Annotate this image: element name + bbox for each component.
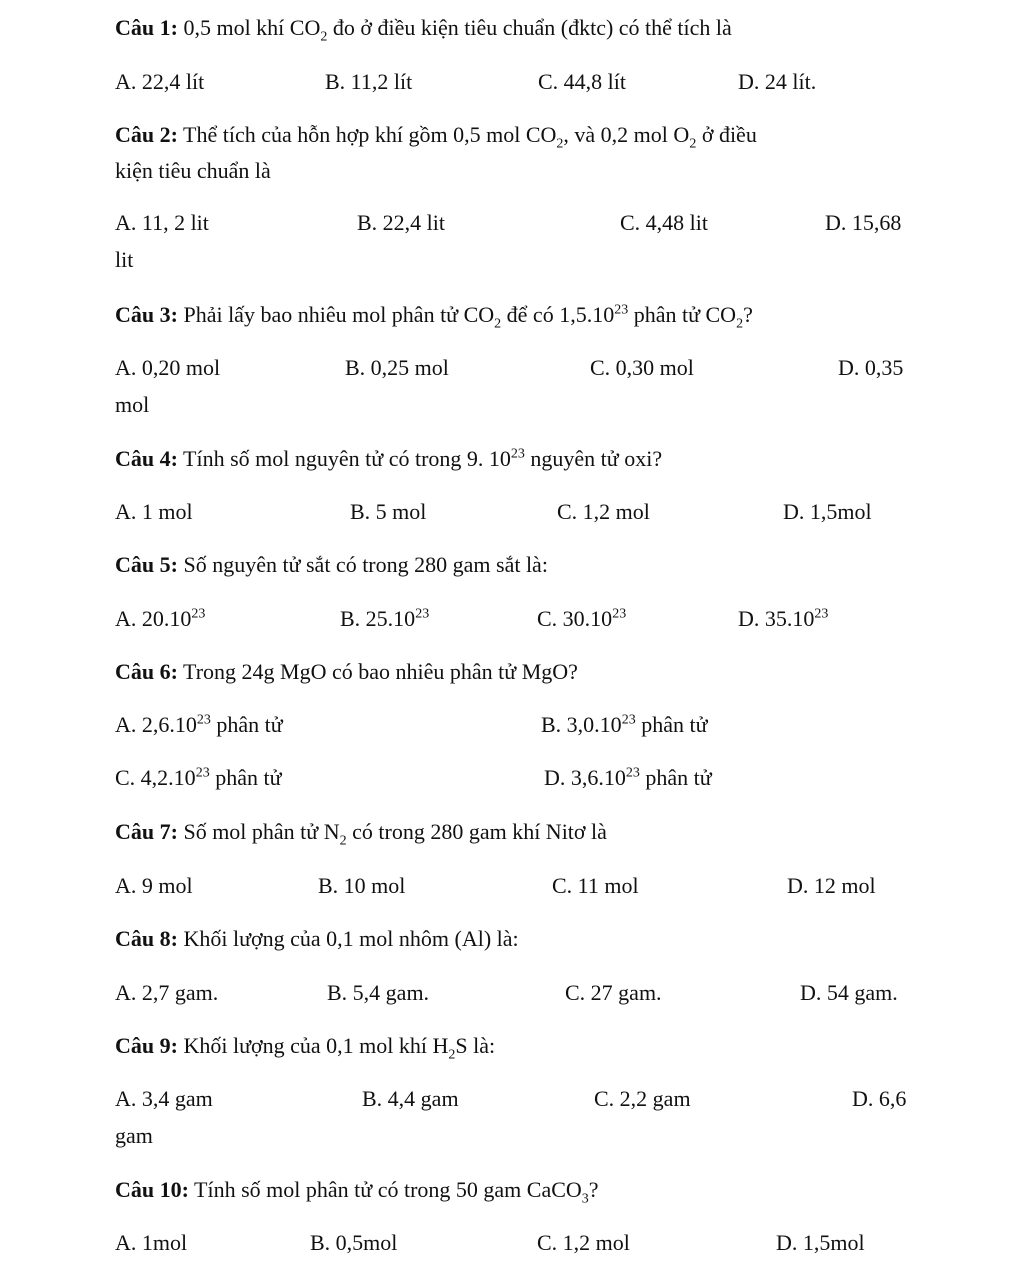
question-text: Khối lượng của 0,1 mol nhôm (Al) là: (177, 926, 519, 951)
q9-option-b[interactable]: B. 4,4 gam (362, 1086, 459, 1111)
subscript: 3 (581, 1191, 589, 1207)
question-7 (115, 819, 607, 849)
q5-option-b[interactable] (340, 606, 429, 632)
question-text: S là: (455, 1033, 496, 1058)
q2-option-b[interactable]: B. 22,4 lit (357, 210, 446, 235)
question-text: đo ở điều kiện tiêu chuẩn (đktc) có thể tích là (327, 15, 732, 40)
superscript: 23 (195, 765, 210, 781)
q7-option-a[interactable]: A. 9 mol (115, 873, 193, 898)
q10-option-d[interactable]: D. 1,5mol (776, 1230, 865, 1255)
question-text: ? (743, 302, 753, 327)
question-text: ? (588, 1177, 599, 1202)
question-label: Câu 2: (115, 122, 178, 147)
superscript: 23 (625, 765, 640, 781)
q6-option-d[interactable] (544, 765, 712, 791)
option-text: phân tử (639, 765, 712, 790)
question-2 (115, 122, 757, 152)
q5-option-c[interactable] (537, 606, 626, 632)
question-6 (115, 659, 578, 685)
q2-option-d-wrap: lit (115, 247, 134, 272)
option-text: D. 35.10 (738, 606, 815, 631)
q9-option-d-wrap: gam (115, 1123, 153, 1148)
question-5 (115, 552, 548, 578)
question-label: Câu 9: (115, 1033, 178, 1058)
q5-option-d[interactable] (738, 606, 828, 632)
q3-option-c[interactable]: C. 0,30 mol (590, 355, 694, 380)
option-text: C. 30.10 (537, 606, 613, 631)
q8-option-c[interactable]: C. 27 gam. (565, 980, 662, 1005)
q2-option-a[interactable]: A. 11, 2 lit (115, 210, 209, 235)
question-text: Phải lấy bao nhiêu mol phân tử CO (177, 302, 495, 327)
q7-option-d[interactable]: D. 12 mol (787, 873, 876, 898)
q6-option-c[interactable] (115, 765, 282, 791)
superscript: 23 (196, 712, 211, 728)
q9-option-a[interactable]: A. 3,4 gam (115, 1086, 213, 1111)
q3-option-a[interactable]: A. 0,20 mol (115, 355, 221, 380)
q1-option-c[interactable]: C. 44,8 lít (538, 69, 627, 94)
q4-option-c[interactable]: C. 1,2 mol (557, 499, 650, 524)
question-label: Câu 1: (115, 15, 178, 40)
option-text: C. 4,2.10 (115, 765, 196, 790)
q3-option-d[interactable]: D. 0,35 (838, 355, 904, 380)
q7-option-b[interactable]: B. 10 mol (318, 873, 406, 898)
q10-option-b[interactable]: B. 0,5mol (310, 1230, 398, 1255)
question-text: phân tử CO (628, 302, 737, 327)
q10-option-c[interactable]: C. 1,2 mol (537, 1230, 630, 1255)
q6-option-b[interactable] (541, 712, 708, 738)
question-3 (115, 302, 753, 332)
question-label: Câu 8: (115, 926, 178, 951)
superscript: 23 (621, 712, 636, 728)
subscript: 2 (339, 833, 347, 849)
question-text: Tính số mol phân tử có trong 50 gam CaCO (188, 1177, 582, 1202)
superscript: 23 (814, 606, 829, 622)
q4-option-b[interactable]: B. 5 mol (350, 499, 427, 524)
subscript: 2 (689, 136, 697, 152)
q8-option-b[interactable]: B. 5,4 gam. (327, 980, 430, 1005)
superscript: 23 (614, 302, 629, 318)
option-text: A. 2,6.10 (115, 712, 197, 737)
question-text: để có 1,5.10 (501, 302, 615, 327)
option-text: phân tử (635, 712, 708, 737)
q5-option-a[interactable] (115, 606, 205, 632)
q8-option-a[interactable]: A. 2,7 gam. (115, 980, 219, 1005)
question-9 (115, 1033, 496, 1063)
question-text: Số mol phân tử N (177, 819, 340, 844)
q2-option-c[interactable]: C. 4,48 lit (620, 210, 709, 235)
question-label: Câu 6: (115, 659, 178, 684)
q4-option-d[interactable]: D. 1,5mol (783, 499, 872, 524)
question-text: Thể tích của hỗn hợp khí gồm 0,5 mol CO (177, 122, 557, 147)
q7-option-c[interactable]: C. 11 mol (552, 873, 639, 898)
q4-option-a[interactable]: A. 1 mol (115, 499, 193, 524)
q9-option-d[interactable]: D. 6,6 (852, 1086, 907, 1111)
question-8 (115, 926, 519, 952)
q2-option-d[interactable]: D. 15,68 (825, 210, 902, 235)
question-1 (115, 15, 732, 45)
subscript: 2 (448, 1047, 456, 1063)
question-text: có trong 280 gam khí Nitơ là (346, 819, 607, 844)
subscript: 2 (736, 316, 744, 332)
question-text: Trong 24g MgO có bao nhiêu phân tử MgO? (177, 659, 578, 684)
question-text: nguyên tử oxi? (524, 446, 663, 471)
question-label: Câu 7: (115, 819, 178, 844)
q1-option-b[interactable]: B. 11,2 lít (325, 69, 413, 94)
option-text: phân tử (210, 712, 283, 737)
option-text: phân tử (209, 765, 282, 790)
subscript: 2 (320, 29, 328, 45)
question-text: Tính số mol nguyên tử có trong 9. 10 (177, 446, 511, 471)
q6-option-a[interactable] (115, 712, 283, 738)
question-text: Số nguyên tử sắt có trong 280 gam sắt là: (177, 552, 548, 577)
q1-option-d[interactable]: D. 24 lít. (738, 69, 817, 94)
q8-option-d[interactable]: D. 54 gam. (800, 980, 898, 1005)
subscript: 2 (494, 316, 502, 332)
option-text: B. 3,0.10 (541, 712, 622, 737)
question-label: Câu 5: (115, 552, 178, 577)
superscript: 23 (612, 606, 627, 622)
q1-option-a[interactable]: A. 22,4 lít (115, 69, 205, 94)
question-10 (115, 1177, 599, 1207)
q10-option-a[interactable]: A. 1mol (115, 1230, 188, 1255)
superscript: 23 (191, 606, 206, 622)
q3-option-b[interactable]: B. 0,25 mol (345, 355, 449, 380)
question-text: 0,5 mol khí CO (177, 15, 321, 40)
superscript: 23 (415, 606, 430, 622)
q9-option-c[interactable]: C. 2,2 gam (594, 1086, 691, 1111)
question-text: , và 0,2 mol O (563, 122, 690, 147)
question-label: Câu 10: (115, 1177, 189, 1202)
question-label: Câu 3: (115, 302, 178, 327)
option-text: A. 20.10 (115, 606, 192, 631)
q3-option-d-wrap: mol (115, 392, 150, 417)
option-text: B. 25.10 (340, 606, 416, 631)
question-2-line-2: kiện tiêu chuẩn là (115, 158, 271, 183)
option-text: D. 3,6.10 (544, 765, 626, 790)
question-text: ở điều (696, 122, 757, 147)
question-text: Khối lượng của 0,1 mol khí H (177, 1033, 449, 1058)
subscript: 2 (556, 136, 564, 152)
question-label: Câu 4: (115, 446, 178, 471)
question-4 (115, 446, 662, 472)
superscript: 23 (510, 446, 525, 462)
